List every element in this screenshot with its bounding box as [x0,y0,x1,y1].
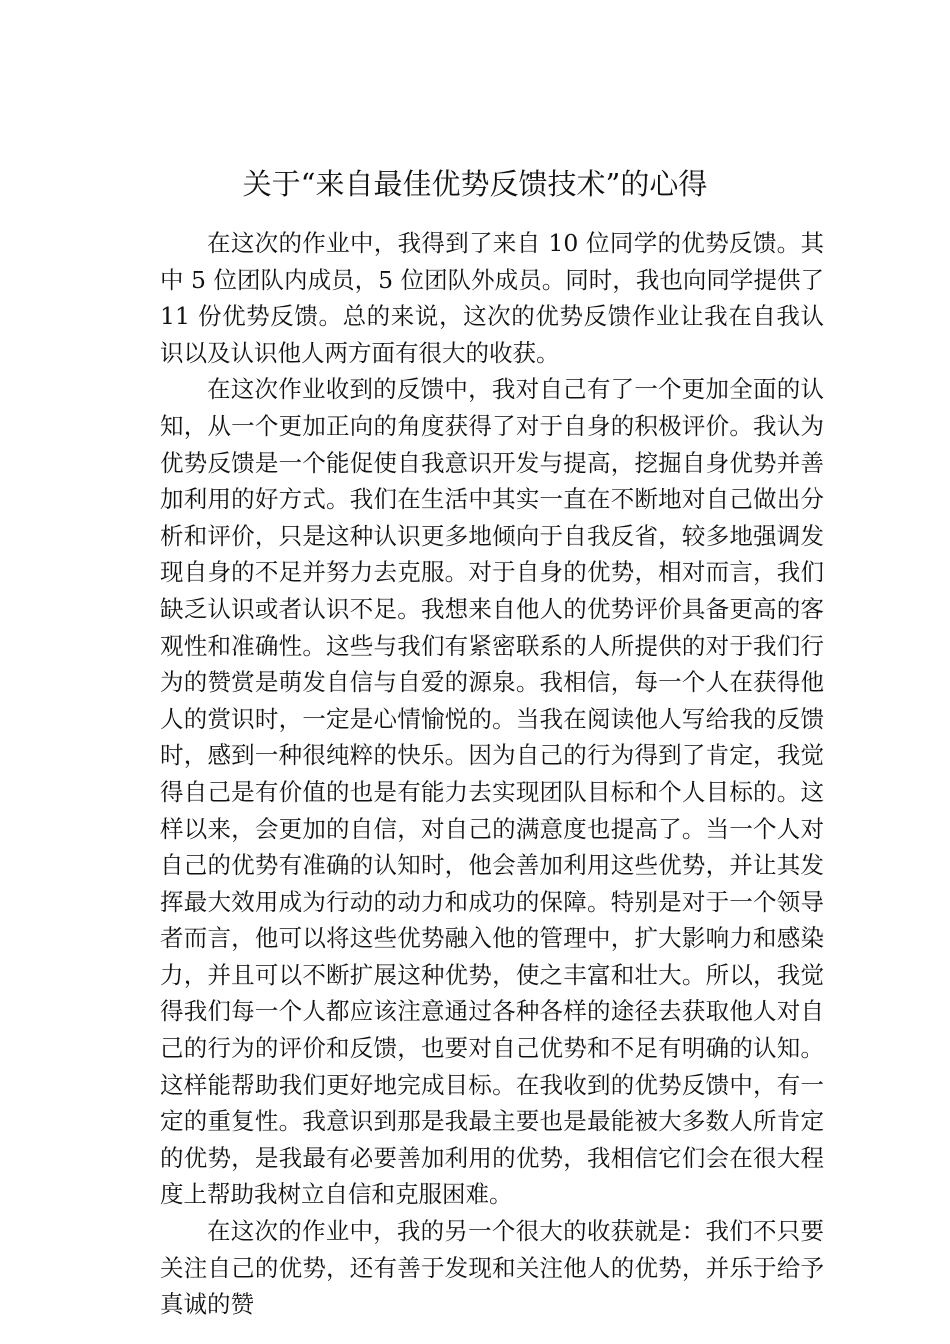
document-title: 关于“来自最佳优势反馈技术”的心得 [242,167,708,201]
document-body [160,225,824,1323]
paragraph-1: 在这次的作业中，我得到了来自 10 位同学的优势反馈。其中 5 位团队内成员，5 位团队外成员。同时，我也向同学提供了 11 份优势反馈。总的来说，这次的优势反馈作业让我在自我认识以及认识他人两方面有很大的收获。 [160,229,824,367]
paragraph-3: 在这次的作业中，我的另一个很大的收获就是：我们不只要关注自己的优势，还有善于发现和关注他人的优势，并乐于给予真诚的赞 [160,1217,824,1319]
paragraph-2: 在这次作业收到的反馈中，我对自己有了一个更加全面的认知，从一个更加正向的角度获得了对于自身的积极评价。我认为优势反馈是一个能促使自我意识开发与提高，挖掘自身优势并善加利用的好方式。我们在生活中其实一直在不断地对自己做出分析和评价，只是这种认识更多地倾向于自我反省，较多地强调发现自身的不足并努力去克服。对于自身的优势，相对而言，我们缺乏认识或者认识不足。我想来自他人的优势评价具备更高的客观性和准确性。这些与我们有紧密联系的人所提供的对于我们行为的赞赏是萌发自信与自爱的源泉。我相信，每一个人在获得他人的赏识时，一定是心情愉悦的。当我在阅读他人写给我的反馈时，感到一种很纯粹的快乐。因为自己的行为得到了肯定，我觉得自己是有价值的也是有能力去实现团队目标和个人目标的。这样以来，会更加的自信，对自己的满意度也提高了。当一个人对自己的优势有准确的认知时，他会善加利用这些优势，并让其发挥最大效用成为行动的动力和成功的保障。特别是对于一个领导者而言，他可以将这些优势融入他的管理中，扩大影响力和感染力，并且可以不断扩展这种优势，使之丰富和壮大。所以，我觉得我们每一个人都应该注意通过各种各样的途径去获取他人对自己的行为的评价和反馈，也要对自己优势和不足有明确的认知。这样能帮助我们更好地完成目标。在我收到的优势反馈中，有一定的重复性。我意识到那是我最主要也是最能被大多数人所肯定的优势，是我最有必要善加利用的优势，我相信它们会在很大程度上帮助我树立自信和克服困难。 [160,375,824,1209]
